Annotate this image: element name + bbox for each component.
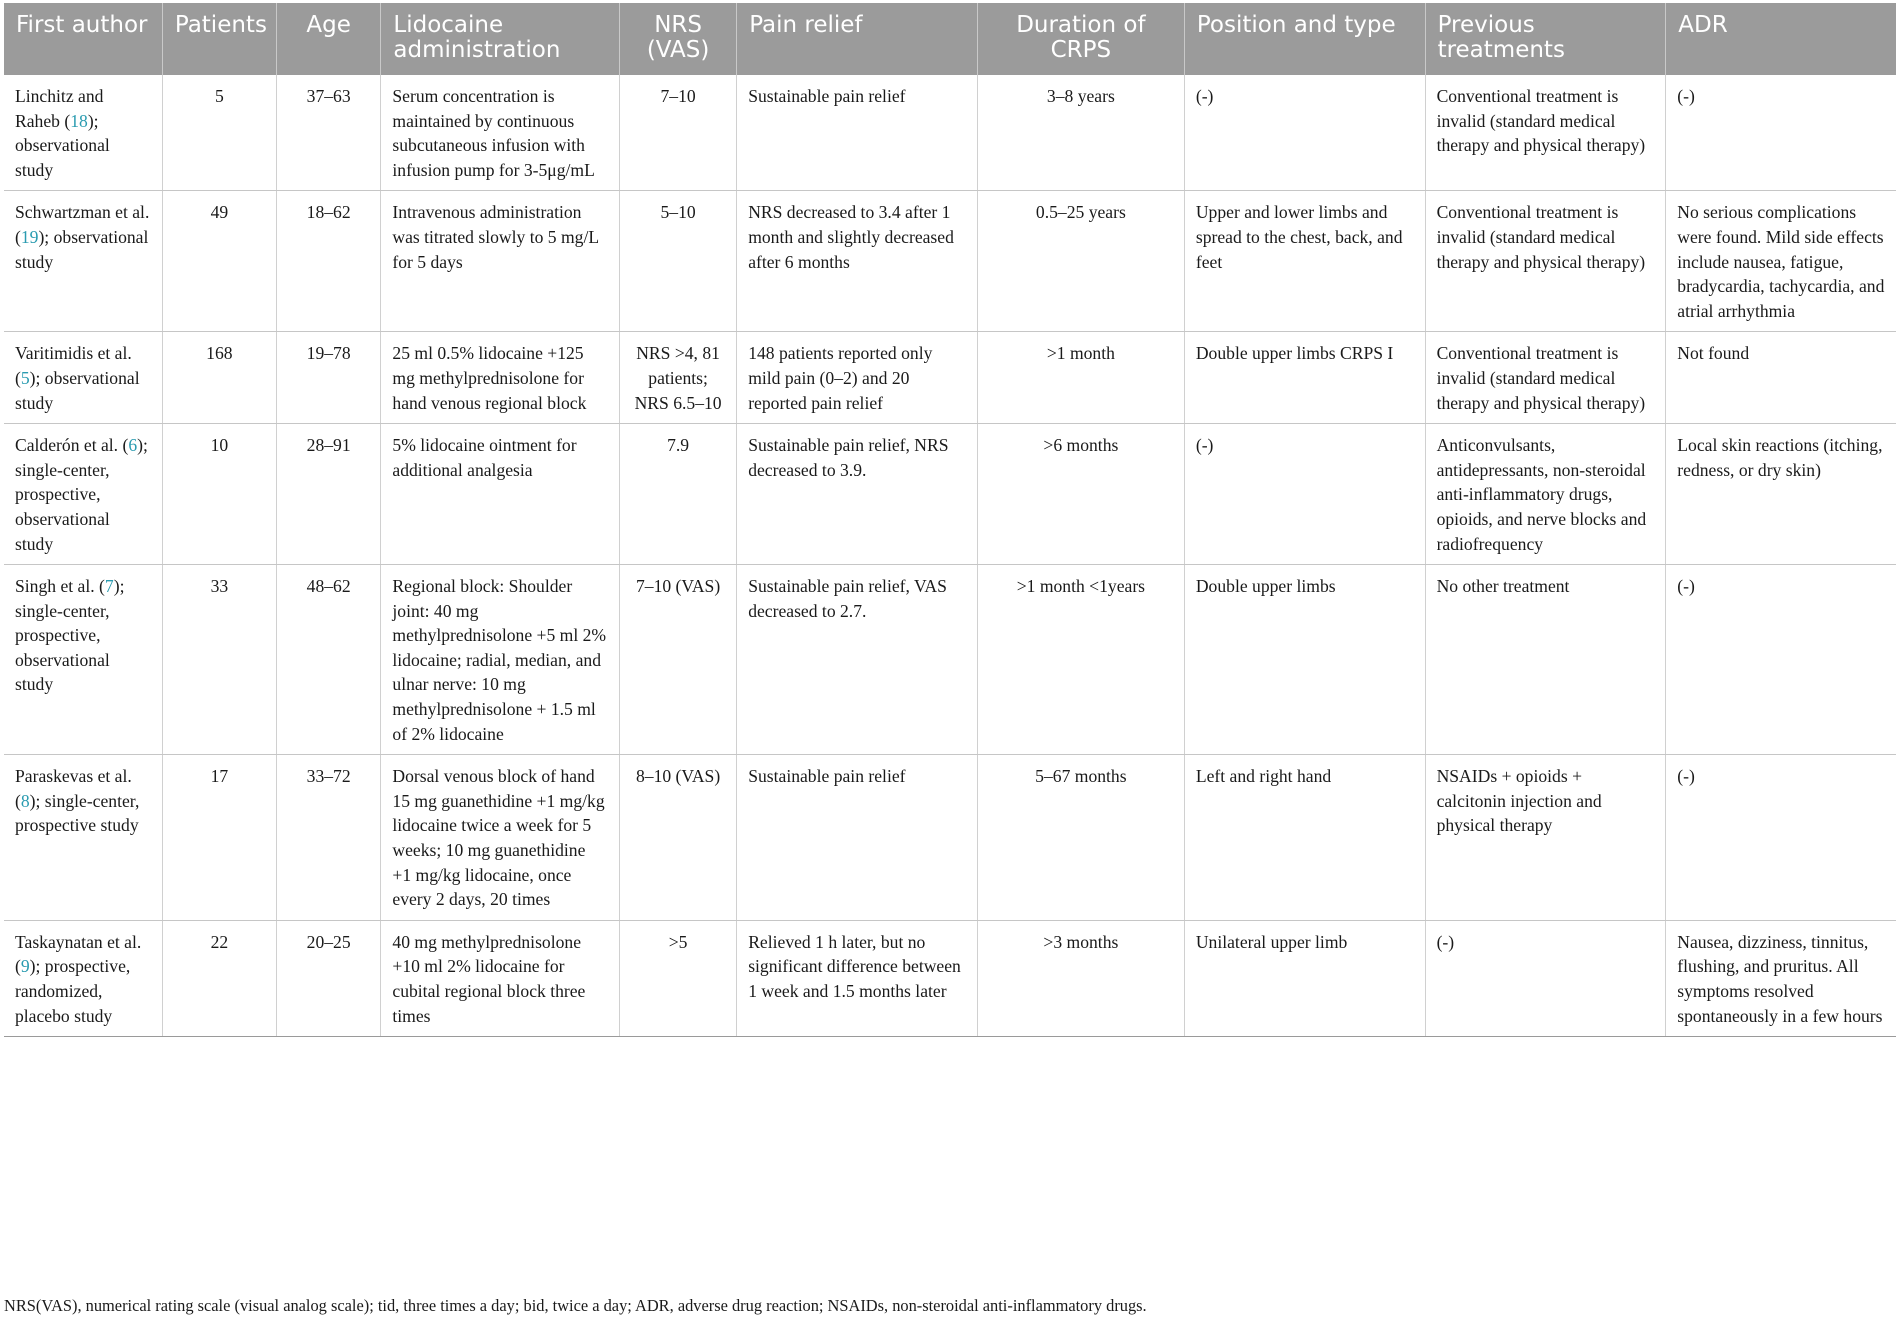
header-lidocaine-administration: Lidocaine administration: [381, 3, 620, 75]
cell-first-author: Taskaynatan et al. (9); prospective, randomized, placebo study: [4, 920, 162, 1036]
cell-position: Double upper limbs CRPS I: [1184, 332, 1425, 424]
cell-lidocaine: 40 mg methylprednisolone +10 ml 2% lidocaine for cubital regional block three times: [381, 920, 620, 1036]
cell-patients: 49: [162, 191, 276, 332]
cell-pain-relief: Sustainable pain relief: [737, 755, 978, 921]
cell-duration: >1 month <1years: [977, 565, 1184, 755]
table-row: [4, 75, 1896, 191]
cell-duration: >6 months: [977, 424, 1184, 565]
cell-pain-relief: Sustainable pain relief: [737, 75, 978, 191]
cell-patients: 33: [162, 565, 276, 755]
reference-link[interactable]: 19: [20, 226, 39, 247]
cell-adr: Nausea, dizziness, tinnitus, flushing, and pruritus. All symptoms resolved spontaneously in a few hours: [1666, 920, 1896, 1036]
reference-link[interactable]: 9: [20, 956, 30, 977]
table-row: [4, 920, 1896, 1036]
cell-lidocaine: Regional block: Shoulder joint: 40 mg methylprednisolone +5 ml 2% lidocaine; radial, median, and ulnar nerve: 10 mg methylprednisolone + 1.5 ml of 2% lidocaine: [381, 565, 620, 755]
cell-age: 19–78: [276, 332, 381, 424]
cell-first-author: Varitimidis et al. (5); observational study: [4, 332, 162, 424]
reference-link[interactable]: 5: [20, 367, 30, 388]
cell-first-author: Singh et al. (7); single-center, prospective, observational study: [4, 565, 162, 755]
cell-lidocaine: Serum concentration is maintained by continuous subcutaneous infusion with infusion pump for 3-5μg/mL: [381, 75, 620, 191]
cell-previous-treatments: NSAIDs + opioids + calcitonin injection and physical therapy: [1425, 755, 1666, 921]
cell-previous-treatments: Conventional treatment is invalid (standard medical therapy and physical therapy): [1425, 191, 1666, 332]
cell-first-author: Calderón et al. (6); single-center, prospective, observational study: [4, 424, 162, 565]
cell-duration: >1 month: [977, 332, 1184, 424]
cell-pain-relief: Relieved 1 h later, but no significant difference between 1 week and 1.5 months later: [737, 920, 978, 1036]
table-footnote: NRS(VAS), numerical rating scale (visual analog scale); tid, three times a day; bid, twice a day; ADR, adverse drug reaction; NSAIDs, non-steroidal anti-inflammatory drugs.: [4, 1296, 1147, 1315]
reference-link[interactable]: 18: [70, 110, 88, 131]
cell-lidocaine: Dorsal venous block of hand 15 mg guanethidine +1 mg/kg lidocaine twice a week for 5 weeks; 10 mg guanethidine +1 mg/kg lidocaine, once every 2 days, 20 times: [381, 755, 620, 921]
cell-pain-relief: 148 patients reported only mild pain (0–2) and 20 reported pain relief: [737, 332, 978, 424]
data-table-wrapper: [4, 3, 1896, 1037]
reference-link[interactable]: 7: [104, 576, 114, 597]
cell-lidocaine: Intravenous administration was titrated slowly to 5 mg/L for 5 days: [381, 191, 620, 332]
cell-nrs: 7–10: [620, 75, 737, 191]
cell-age: 20–25: [276, 920, 381, 1036]
table-header-row: [4, 3, 1896, 75]
cell-nrs: 5–10: [620, 191, 737, 332]
cell-duration: >3 months: [977, 920, 1184, 1036]
cell-position: (-): [1184, 75, 1425, 191]
cell-adr: Local skin reactions (itching, redness, or dry skin): [1666, 424, 1896, 565]
header-duration-of-crps: Duration of CRPS: [977, 3, 1184, 75]
cell-nrs: 7.9: [620, 424, 737, 565]
cell-pain-relief: Sustainable pain relief, NRS decreased to 3.9.: [737, 424, 978, 565]
cell-position: (-): [1184, 424, 1425, 565]
cell-age: 48–62: [276, 565, 381, 755]
cell-first-author: Schwartzman et al. (19); observational study: [4, 191, 162, 332]
cell-nrs: >5: [620, 920, 737, 1036]
cell-pain-relief: NRS decreased to 3.4 after 1 month and slightly decreased after 6 months: [737, 191, 978, 332]
cell-duration: 0.5–25 years: [977, 191, 1184, 332]
table-row: [4, 565, 1896, 755]
cell-first-author: Linchitz and Raheb (18); observational study: [4, 75, 162, 191]
cell-age: 28–91: [276, 424, 381, 565]
cell-patients: 5: [162, 75, 276, 191]
cell-duration: 3–8 years: [977, 75, 1184, 191]
header-patients: Patients: [162, 3, 276, 75]
cell-patients: 10: [162, 424, 276, 565]
cell-previous-treatments: Conventional treatment is invalid (standard medical therapy and physical therapy): [1425, 75, 1666, 191]
cell-adr: Not found: [1666, 332, 1896, 424]
header-position-and-type: Position and type: [1184, 3, 1425, 75]
cell-position: Unilateral upper limb: [1184, 920, 1425, 1036]
cell-patients: 17: [162, 755, 276, 921]
cell-lidocaine: 25 ml 0.5% lidocaine +125 mg methylprednisolone for hand venous regional block: [381, 332, 620, 424]
reference-link[interactable]: 8: [20, 790, 30, 811]
header-nrs-vas: NRS (VAS): [620, 3, 737, 75]
cell-adr: (-): [1666, 75, 1896, 191]
table-row: [4, 424, 1896, 565]
cell-lidocaine: 5% lidocaine ointment for additional analgesia: [381, 424, 620, 565]
cell-patients: 22: [162, 920, 276, 1036]
cell-position: Left and right hand: [1184, 755, 1425, 921]
reference-link[interactable]: 6: [128, 435, 138, 456]
cell-previous-treatments: No other treatment: [1425, 565, 1666, 755]
cell-age: 33–72: [276, 755, 381, 921]
cell-previous-treatments: Conventional treatment is invalid (standard medical therapy and physical therapy): [1425, 332, 1666, 424]
cell-adr: No serious complications were found. Mild side effects include nausea, fatigue, bradycardia, tachycardia, and atrial arrhythmia: [1666, 191, 1896, 332]
header-pain-relief: Pain relief: [737, 3, 978, 75]
table-row: [4, 755, 1896, 921]
cell-duration: 5–67 months: [977, 755, 1184, 921]
table-row: [4, 191, 1896, 332]
header-first-author: First author: [4, 3, 162, 75]
cell-adr: (-): [1666, 565, 1896, 755]
cell-previous-treatments: (-): [1425, 920, 1666, 1036]
cell-age: 18–62: [276, 191, 381, 332]
cell-first-author: Paraskevas et al. (8); single-center, prospective study: [4, 755, 162, 921]
cell-patients: 168: [162, 332, 276, 424]
cell-nrs: 7–10 (VAS): [620, 565, 737, 755]
header-age: Age: [276, 3, 381, 75]
data-table: [4, 3, 1896, 1037]
cell-nrs: 8–10 (VAS): [620, 755, 737, 921]
cell-adr: (-): [1666, 755, 1896, 921]
cell-nrs: NRS >4, 81 patients; NRS 6.5–10: [620, 332, 737, 424]
cell-position: Upper and lower limbs and spread to the chest, back, and feet: [1184, 191, 1425, 332]
cell-position: Double upper limbs: [1184, 565, 1425, 755]
cell-previous-treatments: Anticonvulsants, antidepressants, non-steroidal anti-inflammatory drugs, opioids, and nerve blocks and radiofrequency: [1425, 424, 1666, 565]
header-previous-treatments: Previous treatments: [1425, 3, 1666, 75]
cell-age: 37–63: [276, 75, 381, 191]
cell-pain-relief: Sustainable pain relief, VAS decreased to 2.7.: [737, 565, 978, 755]
table-row: [4, 332, 1896, 424]
header-adr: ADR: [1666, 3, 1896, 75]
